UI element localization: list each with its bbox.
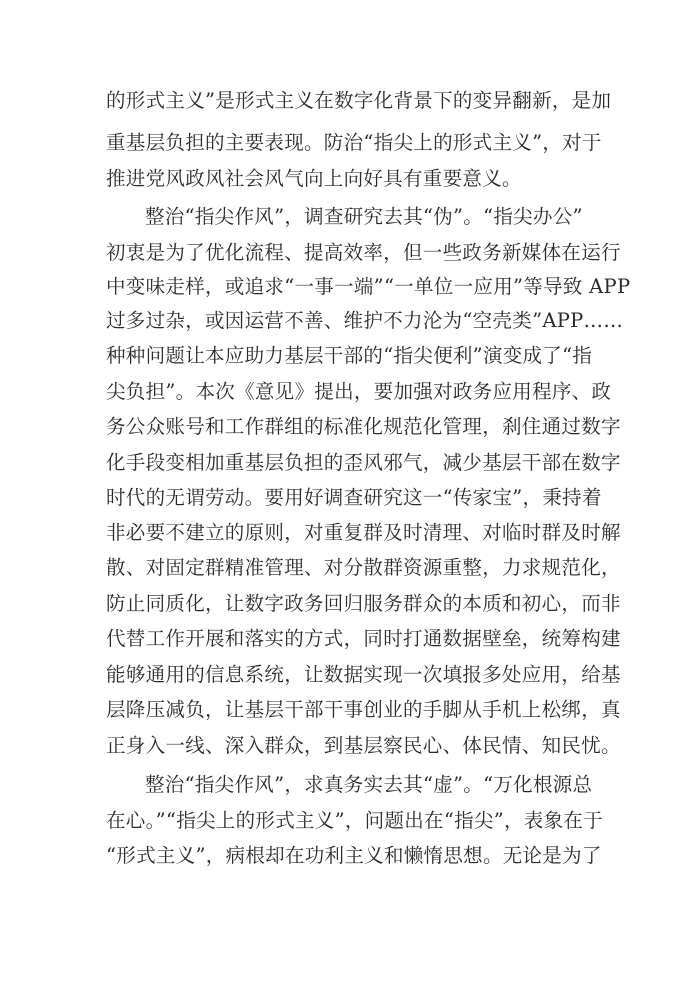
text-line: 代替工作开展和落实的方式，同时打通数据壁垒，统筹构建 xyxy=(106,627,621,650)
text-line: 在心。”“指尖上的形式主义”，问题出在“指尖”，表象在于 xyxy=(106,809,603,832)
text-line: 重基层负担的主要表现。防治“指尖上的形式主义”，对于 xyxy=(106,131,602,154)
text-line: 能够通用的信息系统，让数据实现一次填报多处应用，给基 xyxy=(106,663,621,686)
text-line: 防止同质化，让数字政务回归服务群众的本质和初心，而非 xyxy=(106,592,621,615)
text-line: 务公众账号和工作群组的标准化规范化管理，刹住通过数字 xyxy=(106,415,621,438)
paragraph-first-line: 整治“指尖作风”，求真务实去其“虚”。“万化根源总 xyxy=(145,773,593,796)
text-line: 非必要不建立的原则，对重复群及时清理、对临时群及时解 xyxy=(106,521,621,544)
text-line: 过多过杂，或因运营不善、维护不力沦为“空壳类”APP…… xyxy=(106,309,624,332)
text-line: 中变味走样，或追求“一事一端”“一单位一应用”等导致 APP xyxy=(106,275,631,298)
text-line: 初衷是为了优化流程、提高效率，但一些政务新媒体在运行 xyxy=(106,241,621,264)
text-line: 时代的无谓劳动。要用好调查研究这一“传家宝”，秉持着 xyxy=(106,486,602,509)
text-line: 正身入一线、深入群众，到基层察民心、体民情、知民忧。 xyxy=(106,734,621,757)
text-line: 层降压减负，让基层干部干事创业的手脚从手机上松绑，真 xyxy=(106,698,621,721)
text-line: 种种问题让本应助力基层干部的“指尖便利”演变成了“指 xyxy=(106,344,593,367)
text-line: 的形式主义”是形式主义在数字化背景下的变异翻新，是加 xyxy=(106,89,612,112)
text-line: “形式主义”，病根却在功利主义和懒惰思想。无论是为了 xyxy=(106,844,602,867)
text-line: 推进党风政风社会风气向上向好具有重要意义。 xyxy=(106,167,522,190)
text-line: 散、对固定群精准管理、对分散群资源重整，力求规范化， xyxy=(106,556,621,579)
text-line: 尖负担”。本次《意见》提出，要加强对政务应用程序、政 xyxy=(106,380,612,403)
paragraph-first-line: 整治“指尖作风”，调查研究去其“伪”。“指尖办公” xyxy=(145,205,583,228)
text-line: 化手段变相加重基层负担的歪风邪气，减少基层干部在数字 xyxy=(106,451,621,474)
